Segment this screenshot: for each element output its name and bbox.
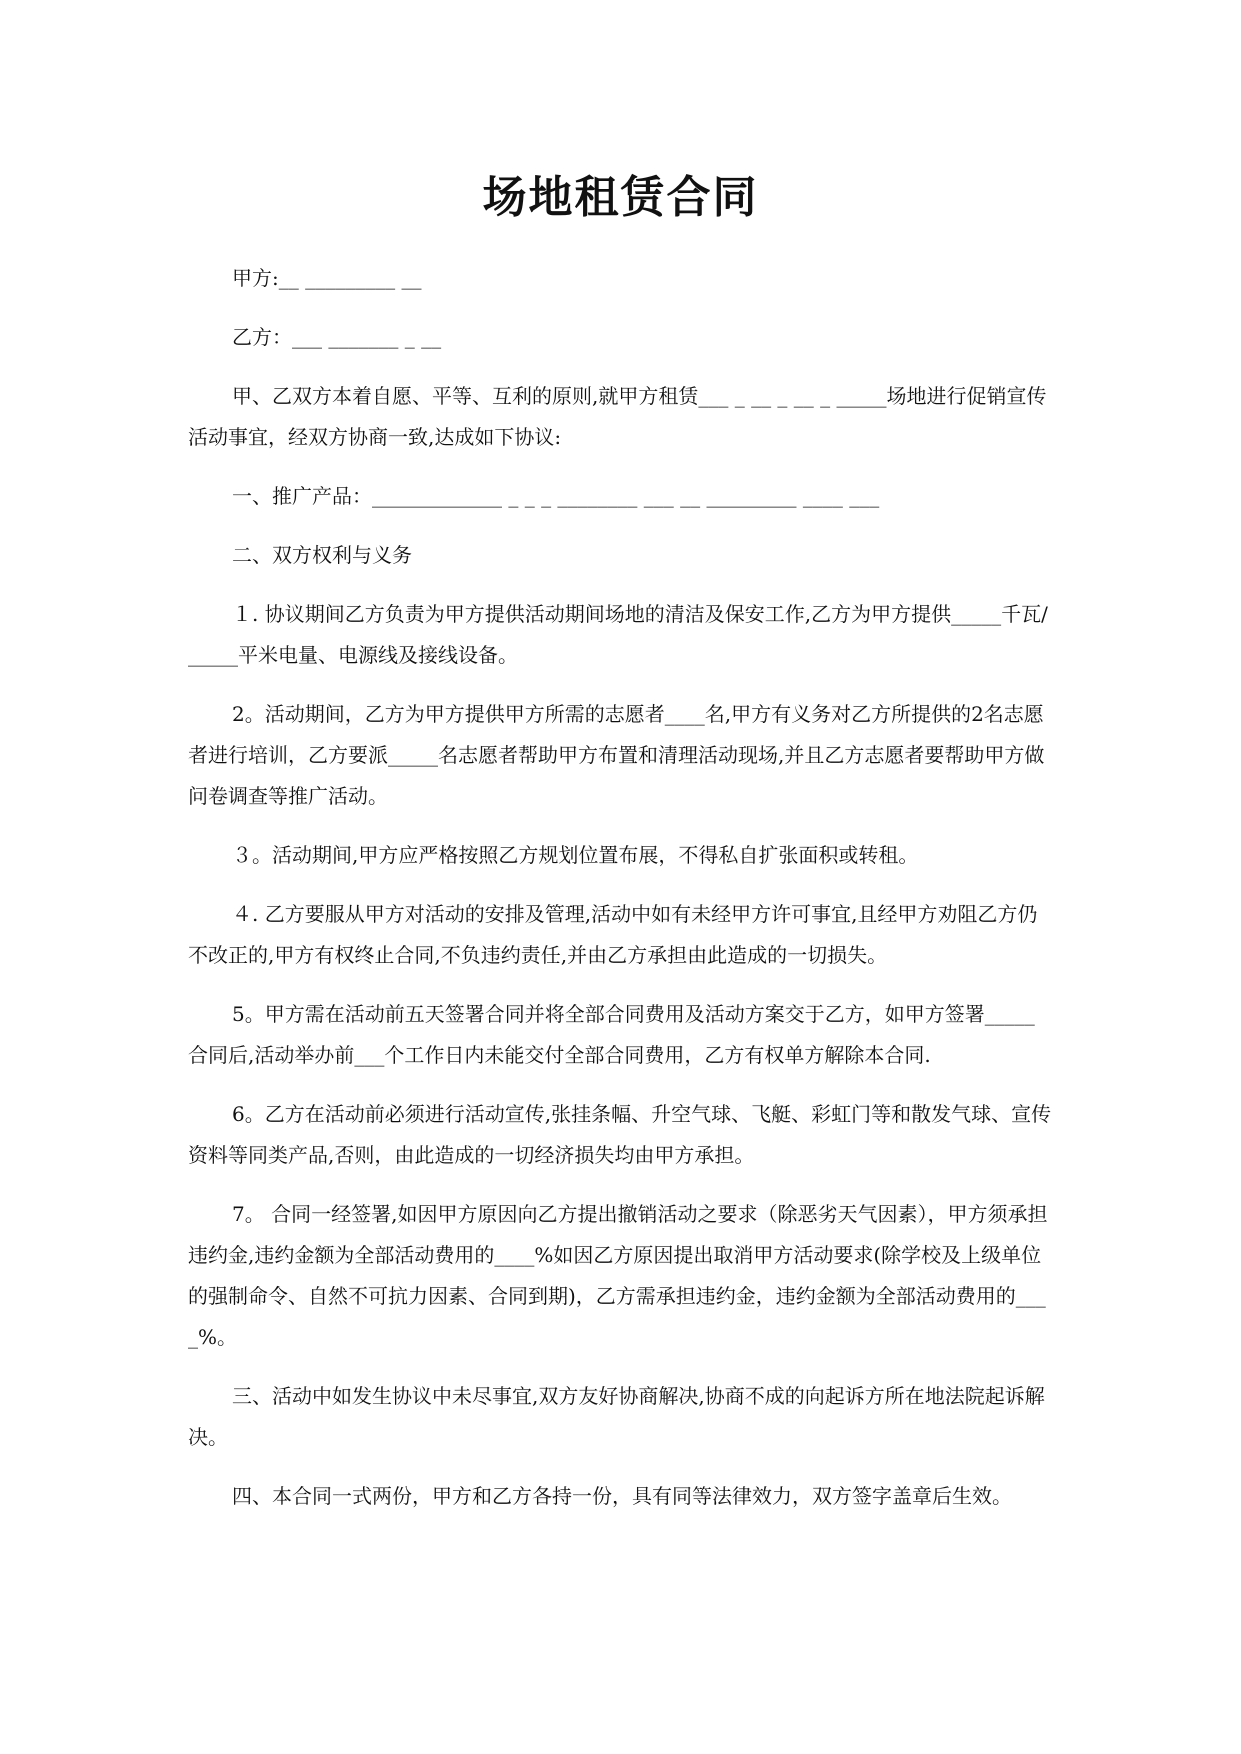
section-1-promoted-product: 一、推广产品：_____________ _ _ _ ________ ___ __ _________ ____ ___ — [232, 484, 880, 508]
clause-1: １. 协议期间乙方负责为甲方提供活动期间场地的清洁及保安工作,乙方为甲方提供_____千瓦/_____平米电量、电源线及接线设备。 — [188, 602, 1048, 667]
clause-5: 5。甲方需在活动前五天签署合同并将全部合同费用及活动方案交于乙方，如甲方签署_____合同后,活动举办前___个工作日内未能交付全部合同费用，乙方有权单方解除本合同. — [188, 1002, 1035, 1067]
section-3-disputes: 三、活动中如发生协议中未尽事宜,双方友好协商解决,协商不成的向起诉方所在地法院起诉解决。 — [188, 1384, 1045, 1449]
section-2-heading: 二、双方权利与义务 — [232, 543, 412, 567]
document-body — [188, 258, 1054, 1535]
clause-3: ３。活动期间,甲方应严格按照乙方规划位置布展，不得私自扩张面积或转租。 — [232, 843, 919, 867]
clause-6: 6。乙方在活动前必须进行活动宣传,张挂条幅、升空气球、飞艇、彩虹门等和散发气球、宣传资料等同类产品,否则，由此造成的一切经济损失均由甲方承担。 — [188, 1102, 1052, 1167]
clause-4: ４. 乙方要服从甲方对活动的安排及管理,活动中如有未经甲方许可事宜,且经甲方劝阻乙方仍不改正的,甲方有权终止合同,不负违约责任,并由乙方承担由此造成的一切损失。 — [188, 902, 1038, 967]
clause-2: 2。活动期间，乙方为甲方提供甲方所需的志愿者____名,甲方有义务对乙方所提供的2名志愿者进行培训，乙方要派_____名志愿者帮助甲方布置和清理活动现场,并且乙方志愿者要帮助甲方做问卷调查等推广活动。 — [188, 702, 1045, 808]
preamble-paragraph: 甲、乙双方本着自愿、平等、互利的原则,就甲方租赁___ _ __ _ __ _ _____场地进行促销宣传活动事宜，经双方协商一致,达成如下协议: — [188, 384, 1047, 449]
party-a-line: 甲方:__ _________ __ — [232, 266, 422, 290]
document-title: 场地租赁合同 — [482, 172, 759, 223]
section-4-copies: 四、本合同一式两份，甲方和乙方各持一份，具有同等法律效力，双方签字盖章后生效。 — [232, 1484, 1012, 1508]
clause-7: 7。 合同一经签署,如因甲方原因向乙方提出撤销活动之要求（除恶劣天气因素），甲方须承担违约金,违约金额为全部活动费用的____%如因乙方原因提出取消甲方活动要求(除学校及上级单位的强制命令、自然不可抗力因素、合同到期)，乙方需承担违约金，违约金额为全部活动费用的____%。 — [188, 1202, 1048, 1349]
party-b-line: 乙方：___ _______ _ __ — [232, 325, 442, 349]
